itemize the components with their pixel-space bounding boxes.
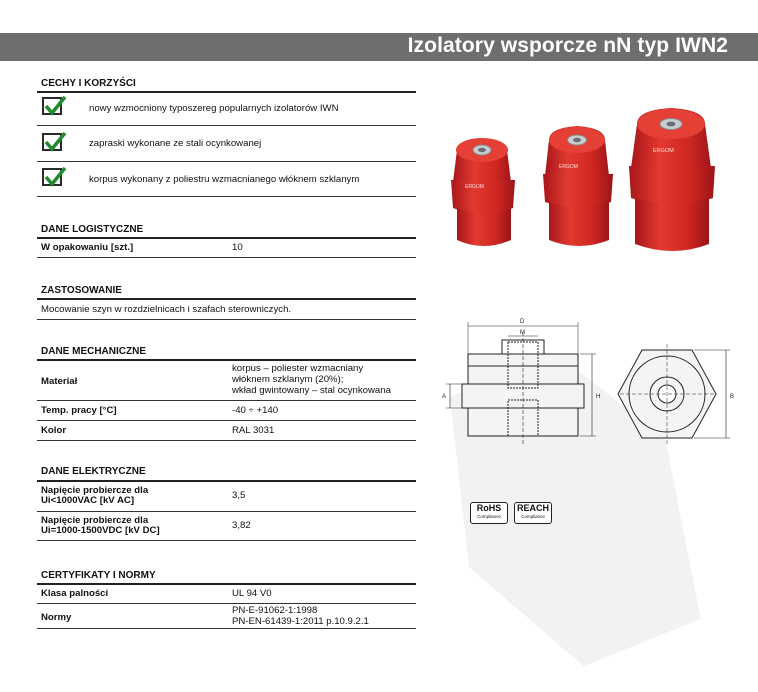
logistics-label: W opakowaniu [szt.] — [41, 242, 134, 253]
rohs-label: RoHS — [476, 503, 502, 513]
page-title: Izolatory wsporcze nN typ IWN2 — [407, 34, 728, 57]
technical-drawing — [440, 314, 740, 449]
divider — [37, 125, 416, 126]
divider — [37, 440, 416, 441]
divider — [37, 257, 416, 258]
reach-sub: Compliance — [521, 514, 545, 519]
checkbox-icon — [42, 97, 62, 115]
divider — [37, 420, 416, 421]
electrical-label — [41, 486, 148, 506]
product-photo — [445, 100, 735, 260]
mechanical-value — [232, 363, 391, 396]
electrical-value: 3,5 — [232, 490, 246, 501]
divider — [37, 540, 416, 541]
mechanical-label: Materiał — [41, 376, 78, 387]
logistics-heading: DANE LOGISTYCZNE — [41, 224, 144, 235]
electrical-label — [41, 516, 160, 536]
divider — [37, 583, 416, 585]
insulator-large — [629, 108, 715, 251]
electrical-value: 3,82 — [232, 520, 251, 531]
feature-item: korpus wykonany z poliestru wzmacnianego włóknem szklanym — [89, 174, 360, 185]
value-line: wkład gwintowany – stal ocynkowana — [232, 385, 391, 396]
mechanical-value: RAL 3031 — [232, 425, 275, 436]
divider — [37, 511, 416, 512]
electrical-heading: DANE ELEKTRYCZNE — [41, 466, 146, 477]
mechanical-heading: DANE MECHANICZNE — [41, 346, 146, 357]
dim-label-a: A — [442, 394, 447, 400]
dim-label-m: M — [520, 330, 525, 336]
dim-label-d: D — [520, 319, 525, 325]
divider — [37, 161, 416, 162]
value-line: PN-E-91062-1:1998 — [232, 605, 318, 616]
application-heading: ZASTOSOWANIE — [41, 285, 122, 296]
mechanical-value: -40 ÷ +140 — [232, 405, 279, 416]
features-heading: CECHY I KORZYŚCI — [41, 78, 136, 89]
label-line: Ui=1000-1500VDC [kV DC] — [41, 525, 160, 536]
certificates-value: UL 94 V0 — [232, 588, 272, 599]
insulator-small — [451, 138, 515, 246]
certificates-value — [232, 606, 369, 627]
rohs-sub: Compliance — [477, 514, 501, 519]
divider — [37, 91, 416, 93]
divider — [37, 480, 416, 482]
application-text: Mocowanie szyn w rozdzielnicach i szafach sterowniczych. — [41, 304, 292, 315]
value-line: PN-EN-61439-1:2011 p.10.9.2.1 — [232, 615, 369, 627]
divider — [37, 196, 416, 197]
certificates-label: Klasa palności — [41, 588, 109, 599]
certificates-heading: CERTYFIKATY I NORMY — [41, 570, 156, 581]
divider — [37, 319, 416, 320]
certificates-label: Normy — [41, 612, 72, 623]
page-header — [0, 33, 758, 61]
mechanical-label: Kolor — [41, 425, 67, 436]
feature-item: zapraski wykonane ze stali ocynkowanej — [89, 138, 262, 149]
logistics-value: 10 — [232, 242, 243, 253]
product-marking: ERGOM — [653, 148, 674, 154]
feature-item: nowy wzmocniony typoszereg popularnych izolatorów IWN — [89, 103, 339, 114]
checkbox-icon — [42, 133, 62, 151]
product-marking: ERGOM — [559, 164, 578, 170]
divider — [37, 603, 416, 604]
divider — [37, 628, 416, 629]
reach-label: REACH — [516, 503, 549, 513]
divider — [37, 298, 416, 300]
label-line: Napięcie probiercze dla — [41, 485, 149, 496]
label-line: Napięcie probiercze dla — [41, 515, 149, 526]
product-marking: ERGOM — [465, 184, 484, 190]
value-line: korpus – poliester wzmacniany — [232, 363, 364, 374]
divider — [37, 237, 416, 239]
dim-label-h: H — [596, 394, 601, 400]
label-line: Ui<1000VAC [kV AC] — [41, 495, 135, 506]
rohs-badge — [470, 502, 508, 524]
divider — [37, 359, 416, 361]
mechanical-label: Temp. pracy [°C] — [41, 405, 117, 416]
value-line: włóknem szklanym (20%); — [232, 374, 344, 385]
reach-badge — [514, 502, 552, 524]
divider — [37, 400, 416, 401]
checkbox-icon — [42, 168, 62, 186]
insulator-medium — [543, 126, 613, 246]
dim-label-b: B — [730, 394, 735, 400]
